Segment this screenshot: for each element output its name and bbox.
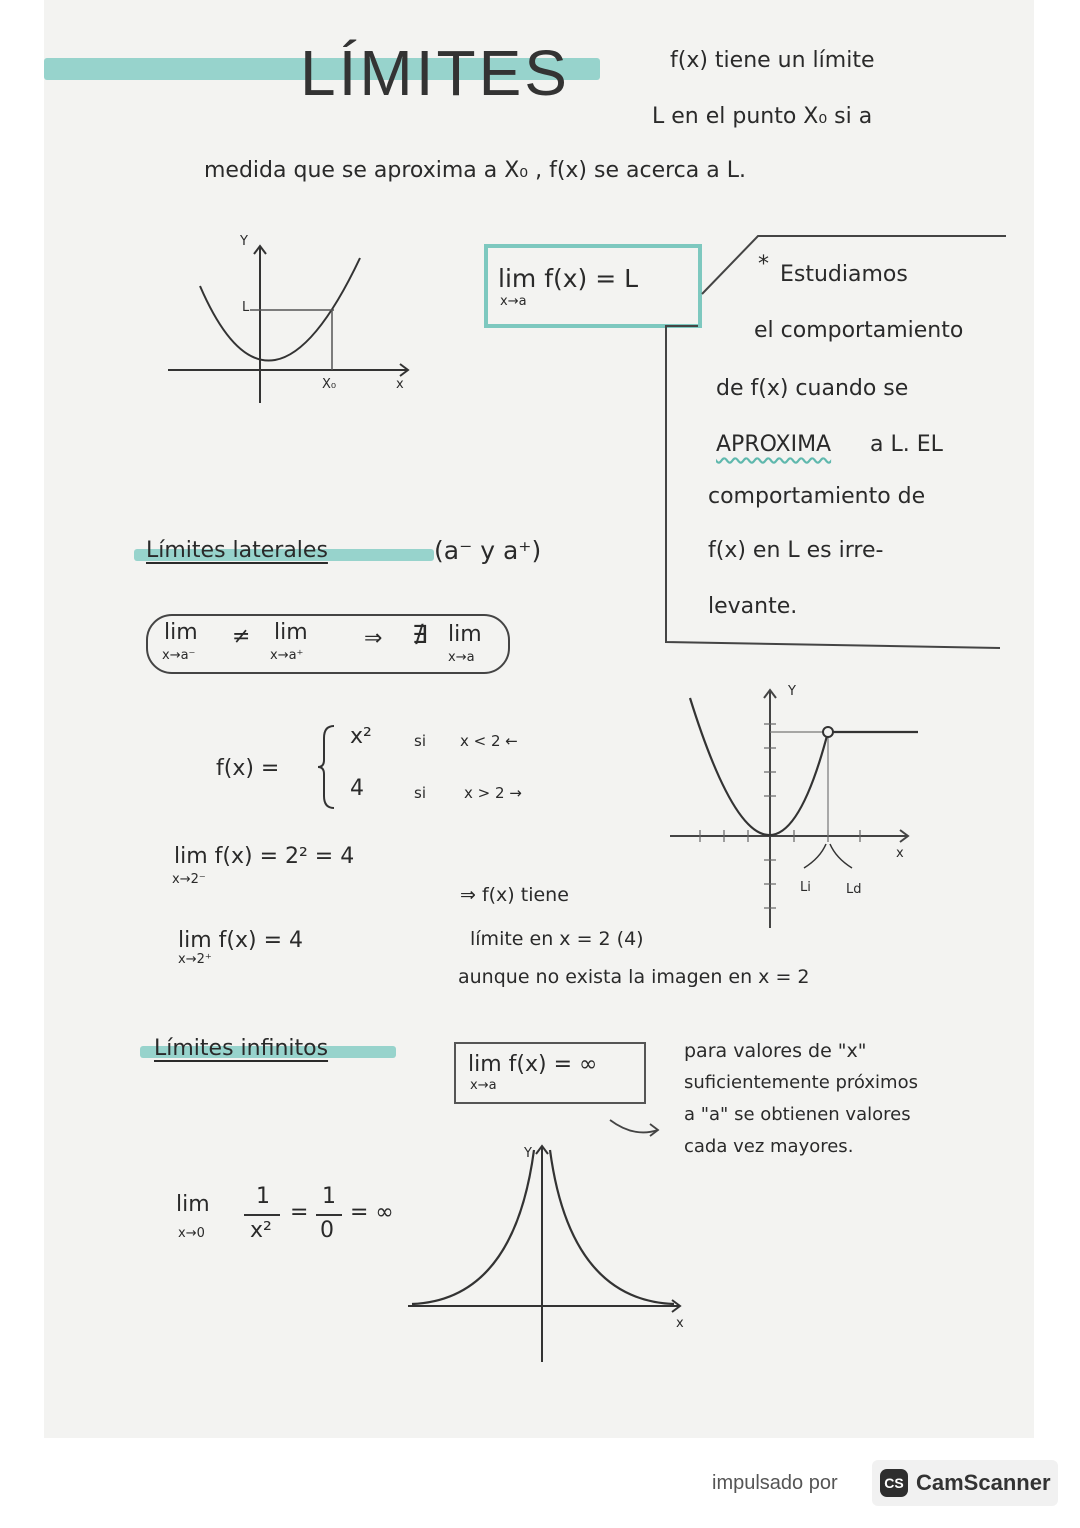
graph2-li-label: Li bbox=[800, 880, 811, 895]
camscanner-logo-icon: CS bbox=[880, 1469, 908, 1497]
graph1-l-label: L bbox=[242, 300, 250, 315]
infinite-heading: Límites infinitos bbox=[154, 1036, 329, 1061]
example-lim: lim bbox=[176, 1192, 210, 1217]
piecewise-brace bbox=[316, 724, 340, 810]
calc-sub2: x→2⁺ bbox=[178, 952, 212, 967]
example-frac1-bar bbox=[244, 1214, 280, 1216]
calc-conclusion-2: límite en x = 2 (4) bbox=[470, 928, 644, 950]
note-star: * bbox=[758, 252, 769, 277]
infinite-desc-1: para valores de "x" bbox=[684, 1040, 867, 1062]
definition-line-3: medida que se aproxima a X₀ , f(x) se acerca a L. bbox=[204, 158, 746, 183]
limit-box-sub: x→a bbox=[500, 294, 527, 309]
infinite-desc-4: cada vez mayores. bbox=[684, 1136, 854, 1157]
note-frame bbox=[660, 230, 1010, 654]
calc-sub1: x→2⁻ bbox=[172, 872, 206, 887]
example-frac1-num: 1 bbox=[256, 1184, 270, 1209]
graph2-x-label: x bbox=[896, 846, 904, 861]
graph2-ld-label: Ld bbox=[846, 882, 862, 897]
note-line-7: f(x) en L es irre- bbox=[708, 538, 884, 563]
piecewise-fx: f(x) = bbox=[216, 756, 280, 781]
note-line-1: Estudiamos bbox=[780, 262, 908, 287]
graph3-x-label: x bbox=[676, 1316, 684, 1331]
graph-piecewise bbox=[660, 684, 920, 934]
example-sub: x→0 bbox=[178, 1226, 205, 1241]
note-line-5: a L. EL bbox=[870, 432, 943, 457]
note-line-2: el comportamiento bbox=[754, 318, 964, 343]
calc-conclusion-1: ⇒ f(x) tiene bbox=[460, 884, 569, 906]
example-frac2-num: 1 bbox=[322, 1184, 336, 1209]
graph1-x0-label: X₀ bbox=[322, 377, 337, 392]
infinite-box-formula: lim f(x) = ∞ bbox=[468, 1052, 598, 1077]
pill-lim2: lim bbox=[274, 620, 308, 645]
graph1-x-label: x bbox=[396, 377, 404, 392]
infinite-curved-arrow bbox=[606, 1112, 662, 1142]
definition-line-2: L en el punto X₀ si a bbox=[652, 104, 873, 129]
pill-lim3: lim bbox=[448, 622, 482, 647]
camscanner-brand: CamScanner bbox=[916, 1470, 1051, 1495]
lateral-heading: Límites laterales bbox=[146, 538, 328, 563]
note-line-3: de f(x) cuando se bbox=[716, 376, 909, 401]
infinite-desc-2: suficientemente próximos bbox=[684, 1072, 918, 1093]
pill-neq: ≠ bbox=[232, 624, 251, 649]
limit-box-formula: lim f(x) = L bbox=[498, 264, 639, 293]
lateral-paren: (a⁻ y a⁺) bbox=[434, 536, 542, 565]
example-frac2-bar bbox=[316, 1214, 342, 1216]
infinite-desc-3: a "a" se obtienen valores bbox=[684, 1104, 911, 1125]
note-line-6: comportamiento de bbox=[708, 484, 926, 509]
pill-sub1: x→a⁻ bbox=[162, 648, 196, 663]
piecewise-row1-val: x² bbox=[350, 724, 372, 749]
calc-lim2: lim f(x) = 4 bbox=[178, 928, 303, 953]
graph-reciprocal-square bbox=[404, 1140, 694, 1370]
example-eq2: = ∞ bbox=[350, 1200, 394, 1225]
graph3-y-label: Y bbox=[524, 1146, 532, 1161]
pill-lim1: lim bbox=[164, 620, 198, 645]
example-eq1: = bbox=[290, 1200, 309, 1225]
note-line-4-aproxima: APROXIMA bbox=[716, 432, 832, 457]
infinite-box-sub: x→a bbox=[470, 1078, 497, 1093]
piecewise-row1-si: si bbox=[414, 732, 426, 750]
note-line-8: levante. bbox=[708, 594, 798, 619]
calc-lim1: lim f(x) = 2² = 4 bbox=[174, 844, 355, 869]
example-frac1-den: x² bbox=[250, 1218, 272, 1243]
pill-not-exists: ∄ bbox=[412, 620, 428, 649]
definition-line-1: f(x) tiene un límite bbox=[670, 48, 875, 73]
graph2-y-label: Y bbox=[788, 684, 796, 699]
piecewise-row2-cond: x > 2 → bbox=[464, 784, 522, 802]
example-frac2-den: 0 bbox=[320, 1218, 334, 1243]
page-title: LÍMITES bbox=[300, 37, 570, 109]
graph-parabola-limit bbox=[160, 238, 420, 408]
powered-by-text: impulsado por bbox=[712, 1472, 838, 1494]
pill-arrow: ⇒ bbox=[364, 626, 383, 651]
piecewise-row1-cond: x < 2 ← bbox=[460, 732, 518, 750]
piecewise-row2-val: 4 bbox=[350, 776, 364, 801]
camscanner-badge[interactable] bbox=[872, 1460, 1058, 1506]
pill-sub2: x→a⁺ bbox=[270, 648, 304, 663]
piecewise-row2-si: si bbox=[414, 784, 426, 802]
graph1-y-label: Y bbox=[240, 234, 248, 249]
pill-sub3: x→a bbox=[448, 650, 475, 665]
calc-conclusion-3: aunque no exista la imagen en x = 2 bbox=[458, 966, 810, 988]
